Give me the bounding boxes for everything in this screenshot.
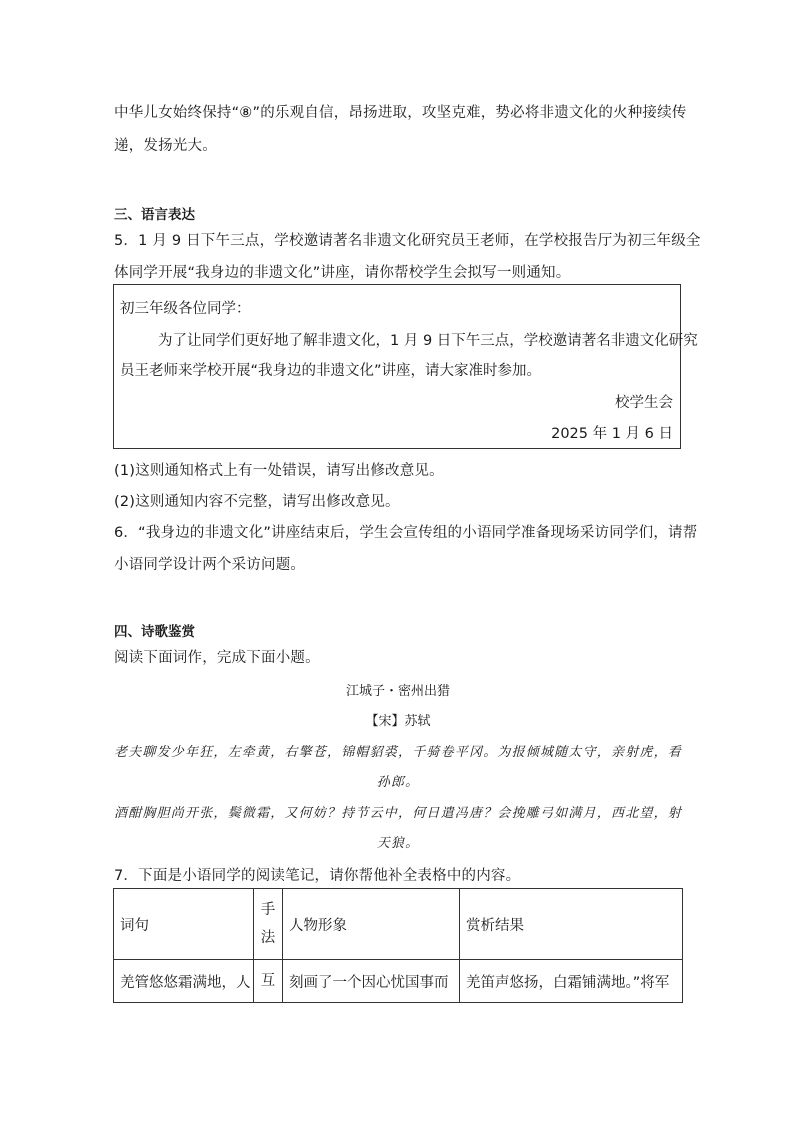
section-4-heading: 四、诗歌鉴赏 (114, 624, 195, 640)
poem-instruction: 阅读下面词作，完成下面小题。 (114, 650, 320, 666)
table-cell: 互 (254, 960, 283, 1003)
poem-line-1: 老夫聊发少年狂，左牵黄，右擎苍，锦帽貂裘，千骑卷平冈。为报倾城随太守，亲射虎，看 (114, 745, 683, 760)
sub-question-1: (1)这则通知格式上有一处错误，请写出修改意见。 (114, 463, 444, 479)
reading-notes-table (113, 888, 683, 1003)
intro-line-2: 递，发扬光大。 (114, 138, 217, 154)
table-row (114, 960, 683, 1003)
poem-author: 【宋】苏轼 (365, 714, 431, 729)
notice-signature: 校学生会 (615, 395, 673, 411)
table-cell: 羌笛声悠扬，白霜铺满地。”将军 (460, 960, 683, 1003)
intro-line-1: 中华儿女始终保持“⑧”的乐观自信，昂扬进取，攻坚克难，势必将非遗文化的火种接续传 (114, 105, 687, 121)
question-6-line-1: 6．“我身边的非遗文化”讲座结束后，学生会宣传组的小语同学准备现场采访同学们，请帮 (114, 525, 698, 541)
notice-body-line-2: 员王老师来学校开展“我身边的非遗文化”讲座，请大家准时参加。 (120, 363, 542, 379)
table-header-cell: 词句 (114, 889, 254, 960)
table-cell: 刻画了一个因心忧国事而 (283, 960, 460, 1003)
table-header-cell: 赏析结果 (460, 889, 683, 960)
question-5-line-1: 5．1 月 9 日下午三点，学校邀请著名非遗文化研究员王老师，在学校报告厅为初三年级全 (114, 233, 701, 249)
table-header-technique-text: 手 法 (260, 902, 276, 946)
poem-line-4: 天狼。 (376, 836, 420, 851)
table-header-cell-technique (254, 889, 283, 960)
notice-box (113, 284, 698, 449)
notice-date: 2025 年 1 月 6 日 (551, 426, 673, 442)
sub-question-2: (2)这则通知内容不完整，请写出修改意见。 (114, 494, 400, 510)
poem-line-2: 孙郎。 (376, 775, 420, 790)
notice-salutation: 初三年级各位同学： (120, 301, 251, 317)
table-header-cell: 人物形象 (283, 889, 460, 960)
question-6-line-2: 小语同学设计两个采访问题。 (114, 557, 306, 573)
notice-body-line-1: 为了让同学们更好地了解非遗文化，1 月 9 日下午三点，学校邀请著名非遗文化研究 (158, 333, 698, 349)
table-cell: 羌管悠悠霜满地，人 (114, 960, 254, 1003)
question-5-line-2: 体同学开展“我身边的非遗文化”讲座，请你帮校学生会拟写一则通知。 (114, 265, 571, 281)
question-7: 7．下面是小语同学的阅读笔记，请你帮他补全表格中的内容。 (114, 868, 521, 884)
section-3-heading: 三、语言表达 (114, 207, 195, 223)
poem-line-3: 酒酣胸胆尚开张，鬓微霜，又何妨？持节云中，何日遣冯唐？会挽雕弓如满月，西北望，射 (114, 806, 683, 821)
poem-title: 江城子・密州出猎 (345, 684, 450, 699)
table-header-row (114, 889, 683, 960)
